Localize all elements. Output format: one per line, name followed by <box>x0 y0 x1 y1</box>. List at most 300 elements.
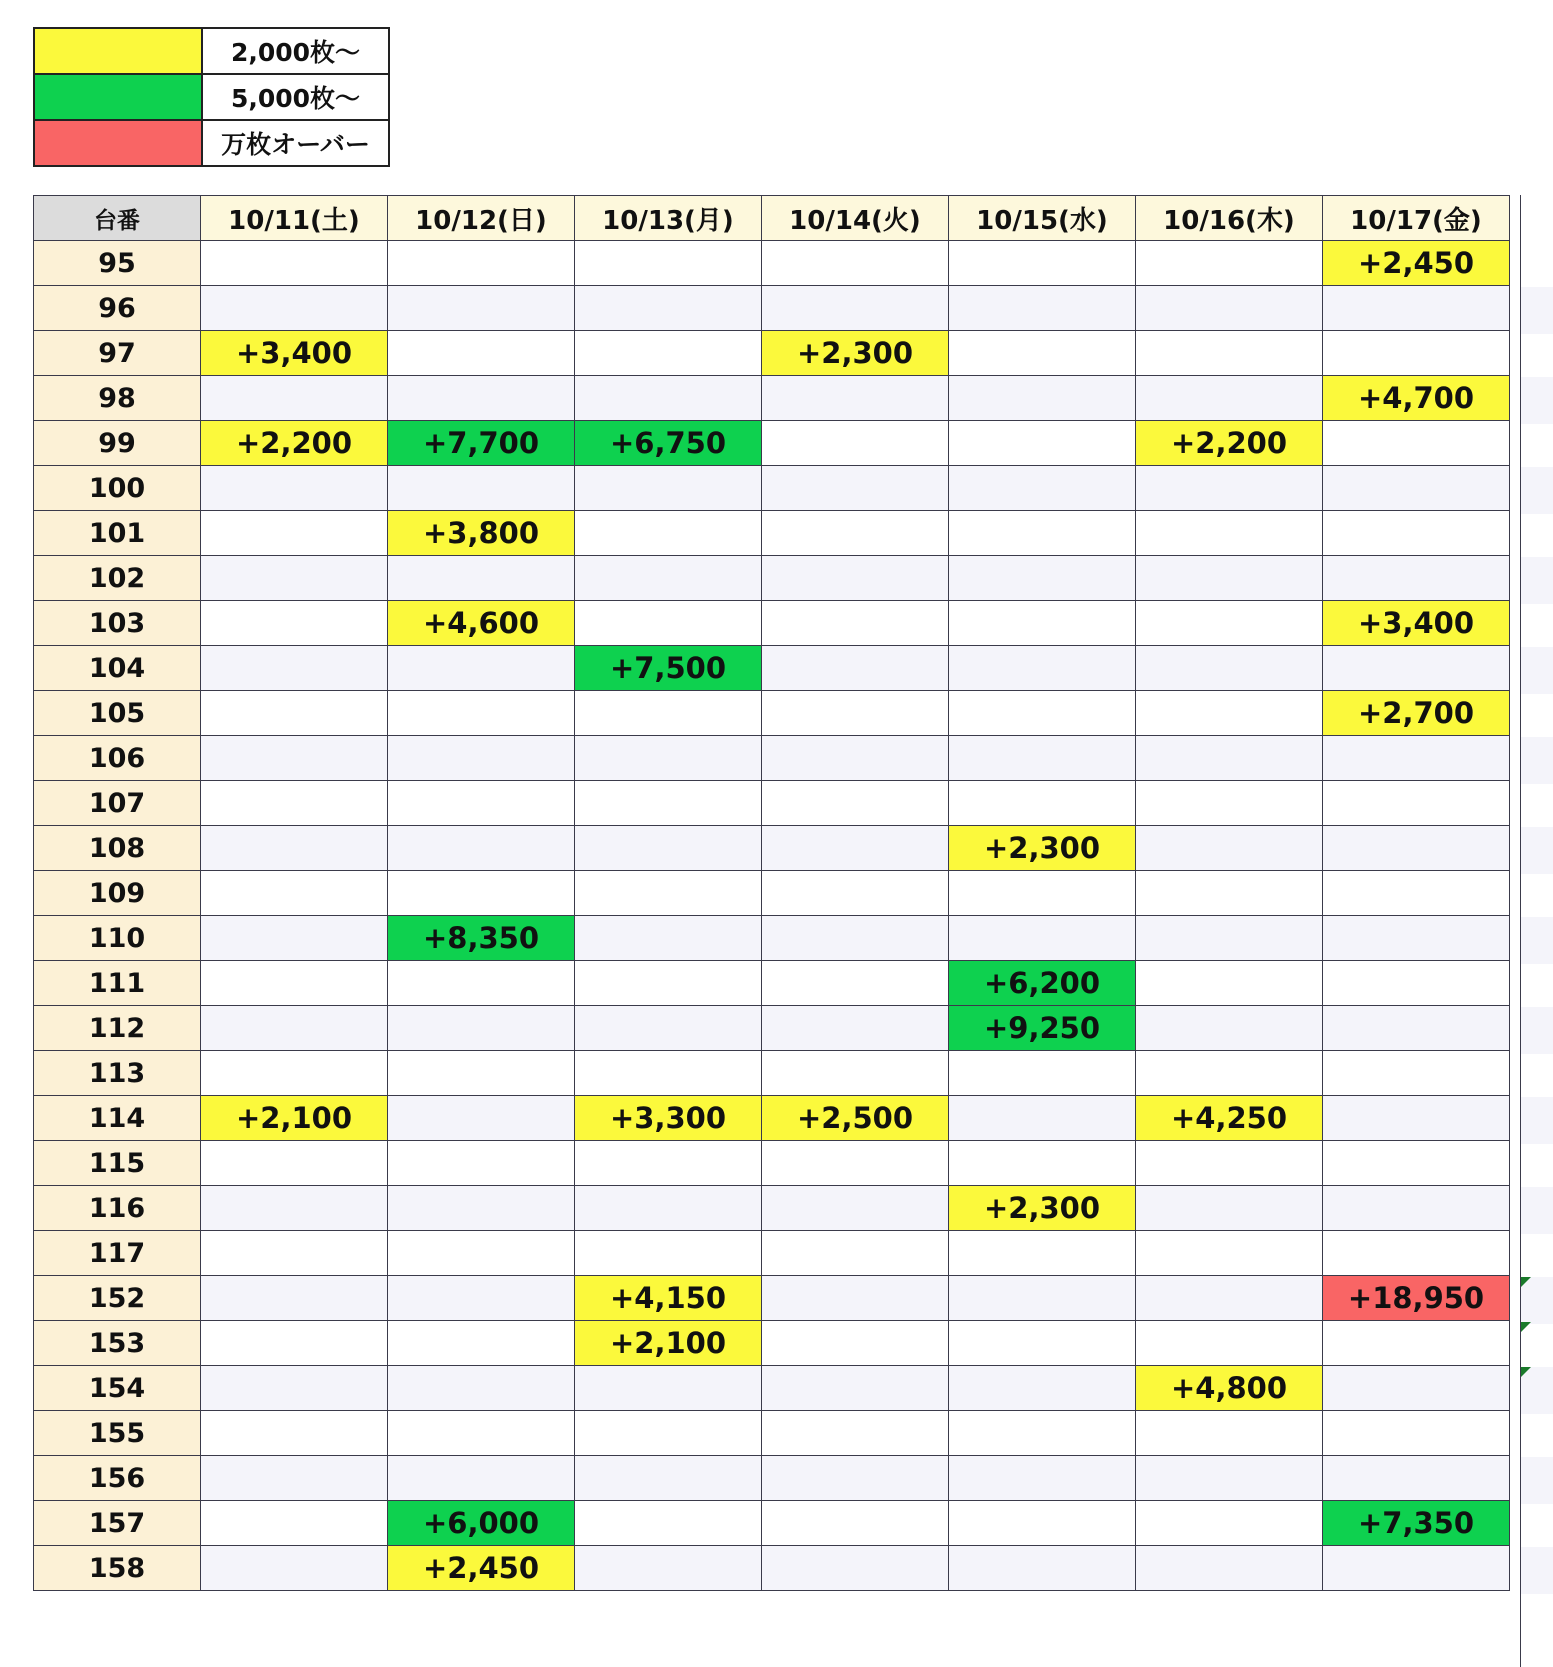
result-cell <box>1323 916 1510 961</box>
strip-row-shade <box>1521 1547 1553 1594</box>
result-cell <box>388 1141 575 1186</box>
header-row <box>34 196 1510 241</box>
result-cell <box>201 646 388 691</box>
machine-number-header: 台番 <box>34 196 201 241</box>
result-cell <box>388 1411 575 1456</box>
result-cell <box>1323 1456 1510 1501</box>
result-cell <box>762 511 949 556</box>
result-cell <box>1136 871 1323 916</box>
legend-label: 5,000枚～ <box>202 74 389 120</box>
machine-number: 108 <box>34 826 201 871</box>
result-cell: +18,950 <box>1323 1276 1510 1321</box>
result-cell <box>388 1186 575 1231</box>
strip-row-shade <box>1521 287 1553 334</box>
result-cell <box>388 286 575 331</box>
comment-indicator-icon <box>1521 1367 1531 1377</box>
table-row <box>34 1231 1510 1276</box>
table-row <box>34 916 1510 961</box>
table-row <box>34 1411 1510 1456</box>
result-cell <box>201 871 388 916</box>
machine-number: 104 <box>34 646 201 691</box>
result-cell <box>201 961 388 1006</box>
result-cell <box>1136 1546 1323 1591</box>
result-cell: +2,700 <box>1323 691 1510 736</box>
result-cell <box>1136 286 1323 331</box>
result-cell <box>1136 691 1323 736</box>
result-cell <box>575 556 762 601</box>
result-cell <box>575 1141 762 1186</box>
date-column-header: 10/12(日) <box>388 196 575 241</box>
result-cell <box>1323 781 1510 826</box>
result-cell: +4,700 <box>1323 376 1510 421</box>
result-cell <box>1136 376 1323 421</box>
table-row <box>34 826 1510 871</box>
result-cell <box>949 1501 1136 1546</box>
result-cell <box>1136 511 1323 556</box>
result-cell: +7,500 <box>575 646 762 691</box>
machine-number: 155 <box>34 1411 201 1456</box>
machine-number: 100 <box>34 466 201 511</box>
result-cell <box>762 1366 949 1411</box>
result-cell <box>575 511 762 556</box>
result-cell <box>575 331 762 376</box>
machine-number: 114 <box>34 1096 201 1141</box>
result-cell <box>1136 781 1323 826</box>
result-cell <box>1136 916 1323 961</box>
legend-swatch <box>34 74 202 120</box>
result-cell: +9,250 <box>949 1006 1136 1051</box>
date-column-header: 10/16(木) <box>1136 196 1323 241</box>
result-cell <box>575 1006 762 1051</box>
result-cell <box>949 1276 1136 1321</box>
result-cell <box>388 331 575 376</box>
result-cell <box>388 376 575 421</box>
result-cell <box>201 1141 388 1186</box>
result-cell <box>388 466 575 511</box>
machine-number: 105 <box>34 691 201 736</box>
result-cell: +2,450 <box>388 1546 575 1591</box>
result-cell: +2,300 <box>762 331 949 376</box>
legend-row <box>34 28 389 74</box>
result-cell <box>388 871 575 916</box>
result-cell: +2,450 <box>1323 241 1510 286</box>
result-cell <box>1323 511 1510 556</box>
legend-row <box>34 120 389 166</box>
result-cell: +2,200 <box>1136 421 1323 466</box>
result-cell <box>949 421 1136 466</box>
result-cell <box>762 1186 949 1231</box>
strip-row-shade <box>1521 1187 1553 1234</box>
result-cell <box>201 1366 388 1411</box>
result-cell <box>201 286 388 331</box>
result-cell: +8,350 <box>388 916 575 961</box>
result-cell <box>1323 1096 1510 1141</box>
result-cell <box>388 781 575 826</box>
result-cell <box>949 1546 1136 1591</box>
result-cell <box>1136 1051 1323 1096</box>
result-cell <box>201 601 388 646</box>
result-cell <box>949 511 1136 556</box>
machine-results-table <box>33 195 1510 1591</box>
result-cell <box>1136 1501 1323 1546</box>
result-cell <box>575 1456 762 1501</box>
machine-number: 156 <box>34 1456 201 1501</box>
table-row <box>34 1051 1510 1096</box>
result-cell <box>201 511 388 556</box>
machine-number: 106 <box>34 736 201 781</box>
result-cell <box>762 736 949 781</box>
strip-row-shade <box>1521 917 1553 964</box>
result-cell <box>1136 1006 1323 1051</box>
result-cell <box>762 286 949 331</box>
result-cell: +6,200 <box>949 961 1136 1006</box>
result-cell: +3,300 <box>575 1096 762 1141</box>
machine-number: 107 <box>34 781 201 826</box>
result-cell <box>949 1231 1136 1276</box>
result-cell <box>1136 556 1323 601</box>
strip-row-shade <box>1521 647 1553 694</box>
result-cell <box>949 1411 1136 1456</box>
result-cell <box>575 1546 762 1591</box>
result-cell: +2,200 <box>201 421 388 466</box>
legend-label: 万枚オーバー <box>202 120 389 166</box>
result-cell <box>949 646 1136 691</box>
result-cell <box>949 376 1136 421</box>
result-cell <box>949 1456 1136 1501</box>
result-cell <box>201 1546 388 1591</box>
table-row <box>34 556 1510 601</box>
table-row <box>34 871 1510 916</box>
result-cell <box>1136 1231 1323 1276</box>
result-cell <box>949 781 1136 826</box>
strip-row-shade <box>1521 1457 1553 1504</box>
result-cell <box>575 1366 762 1411</box>
machine-number: 109 <box>34 871 201 916</box>
result-cell <box>575 961 762 1006</box>
result-cell <box>201 1006 388 1051</box>
result-cell <box>201 1456 388 1501</box>
adjacent-column-strip <box>1521 195 1553 1667</box>
result-cell <box>762 961 949 1006</box>
result-cell <box>388 556 575 601</box>
table-row <box>34 781 1510 826</box>
result-cell <box>1136 241 1323 286</box>
result-cell <box>949 916 1136 961</box>
date-column-header: 10/13(月) <box>575 196 762 241</box>
machine-number: 117 <box>34 1231 201 1276</box>
result-cell <box>1136 646 1323 691</box>
result-cell <box>949 601 1136 646</box>
result-cell <box>1323 646 1510 691</box>
result-cell <box>575 1051 762 1096</box>
table-row <box>34 1321 1510 1366</box>
legend-swatch <box>34 28 202 74</box>
result-cell <box>949 691 1136 736</box>
result-cell: +4,250 <box>1136 1096 1323 1141</box>
result-cell <box>1323 421 1510 466</box>
result-cell: +2,300 <box>949 826 1136 871</box>
strip-row-shade <box>1521 467 1553 514</box>
result-cell <box>1323 1546 1510 1591</box>
result-cell <box>949 331 1136 376</box>
result-cell <box>575 781 762 826</box>
table-row <box>34 961 1510 1006</box>
result-cell <box>949 736 1136 781</box>
result-cell <box>762 556 949 601</box>
result-cell: +4,150 <box>575 1276 762 1321</box>
table-row <box>34 1006 1510 1051</box>
result-cell: +3,400 <box>201 331 388 376</box>
result-cell: +2,100 <box>575 1321 762 1366</box>
result-cell <box>1136 1276 1323 1321</box>
result-cell <box>575 241 762 286</box>
table-row <box>34 511 1510 556</box>
result-cell <box>1136 1456 1323 1501</box>
result-cell <box>575 601 762 646</box>
result-cell <box>575 1231 762 1276</box>
result-cell <box>575 466 762 511</box>
result-cell <box>388 1051 575 1096</box>
result-cell <box>388 1366 575 1411</box>
result-cell <box>762 691 949 736</box>
date-column-header: 10/17(金) <box>1323 196 1510 241</box>
result-cell <box>762 1276 949 1321</box>
machine-number: 157 <box>34 1501 201 1546</box>
result-cell <box>1323 556 1510 601</box>
strip-row-shade <box>1521 1007 1553 1054</box>
machine-number: 112 <box>34 1006 201 1051</box>
result-cell <box>1136 466 1323 511</box>
table-row <box>34 466 1510 511</box>
result-cell: +2,500 <box>762 1096 949 1141</box>
result-cell <box>949 241 1136 286</box>
table-row <box>34 601 1510 646</box>
result-cell <box>949 1141 1136 1186</box>
result-cell <box>1323 1006 1510 1051</box>
result-cell <box>1136 1141 1323 1186</box>
machine-number: 99 <box>34 421 201 466</box>
result-cell <box>388 1006 575 1051</box>
result-cell <box>1323 961 1510 1006</box>
result-cell <box>1323 826 1510 871</box>
machine-number: 96 <box>34 286 201 331</box>
result-cell <box>1136 736 1323 781</box>
legend-label: 2,000枚～ <box>202 28 389 74</box>
result-cell <box>1323 871 1510 916</box>
table-row <box>34 286 1510 331</box>
result-cell <box>762 1006 949 1051</box>
result-cell <box>388 1456 575 1501</box>
comment-indicator-icon <box>1521 1322 1531 1332</box>
machine-number: 98 <box>34 376 201 421</box>
result-cell <box>575 1186 762 1231</box>
result-cell <box>575 376 762 421</box>
date-column-header: 10/15(水) <box>949 196 1136 241</box>
result-cell <box>201 1276 388 1321</box>
result-cell <box>1136 1411 1323 1456</box>
result-cell <box>762 871 949 916</box>
result-cell: +6,000 <box>388 1501 575 1546</box>
result-cell <box>575 916 762 961</box>
result-cell <box>201 1231 388 1276</box>
result-cell <box>949 871 1136 916</box>
legend-swatch <box>34 120 202 166</box>
table-row <box>34 691 1510 736</box>
result-cell <box>388 961 575 1006</box>
result-cell <box>949 466 1136 511</box>
result-cell <box>1323 1141 1510 1186</box>
result-cell <box>575 691 762 736</box>
result-cell <box>762 781 949 826</box>
machine-number: 115 <box>34 1141 201 1186</box>
result-cell <box>762 1546 949 1591</box>
result-cell: +4,800 <box>1136 1366 1323 1411</box>
result-cell <box>762 466 949 511</box>
machine-number: 153 <box>34 1321 201 1366</box>
result-cell <box>388 736 575 781</box>
result-cell <box>201 556 388 601</box>
strip-row-shade <box>1521 827 1553 874</box>
result-cell <box>949 556 1136 601</box>
table-row <box>34 1501 1510 1546</box>
result-cell <box>949 1366 1136 1411</box>
result-cell <box>201 466 388 511</box>
result-cell <box>1323 1411 1510 1456</box>
result-cell <box>388 1096 575 1141</box>
result-cell <box>575 871 762 916</box>
result-cell <box>949 1096 1136 1141</box>
result-cell <box>201 1186 388 1231</box>
machine-number: 116 <box>34 1186 201 1231</box>
result-cell <box>1323 286 1510 331</box>
result-cell <box>201 376 388 421</box>
result-cell <box>762 421 949 466</box>
table-row <box>34 421 1510 466</box>
result-cell <box>762 1231 949 1276</box>
result-cell <box>388 826 575 871</box>
result-cell <box>762 1411 949 1456</box>
result-cell <box>388 1231 575 1276</box>
result-cell <box>762 646 949 691</box>
machine-number: 95 <box>34 241 201 286</box>
result-cell <box>201 736 388 781</box>
result-cell <box>762 826 949 871</box>
machine-number: 101 <box>34 511 201 556</box>
result-cell <box>1136 961 1323 1006</box>
result-cell <box>762 376 949 421</box>
table-row <box>34 1276 1510 1321</box>
result-cell <box>201 1501 388 1546</box>
result-cell <box>201 781 388 826</box>
table-row <box>34 1546 1510 1591</box>
result-cell <box>1323 1231 1510 1276</box>
result-cell <box>201 1411 388 1456</box>
result-cell <box>949 1321 1136 1366</box>
result-cell <box>388 1276 575 1321</box>
table-row <box>34 376 1510 421</box>
result-cell <box>762 1141 949 1186</box>
result-cell <box>762 1456 949 1501</box>
result-cell <box>1136 1186 1323 1231</box>
result-cell <box>762 1321 949 1366</box>
result-cell <box>1323 331 1510 376</box>
legend-row <box>34 74 389 120</box>
machine-number: 152 <box>34 1276 201 1321</box>
result-cell <box>575 736 762 781</box>
result-cell <box>1136 601 1323 646</box>
result-cell <box>762 916 949 961</box>
result-cell <box>762 1051 949 1096</box>
strip-row-shade <box>1521 557 1553 604</box>
machine-number: 97 <box>34 331 201 376</box>
result-cell: +3,400 <box>1323 601 1510 646</box>
result-cell: +3,800 <box>388 511 575 556</box>
result-cell <box>575 826 762 871</box>
result-cell <box>201 241 388 286</box>
result-cell <box>388 1321 575 1366</box>
machine-number: 154 <box>34 1366 201 1411</box>
table-row <box>34 241 1510 286</box>
result-cell <box>575 1501 762 1546</box>
result-cell: +2,300 <box>949 1186 1136 1231</box>
table-row <box>34 1456 1510 1501</box>
result-cell <box>1323 1051 1510 1096</box>
result-cell <box>949 286 1136 331</box>
result-cell: +4,600 <box>388 601 575 646</box>
result-cell <box>201 1321 388 1366</box>
table-row <box>34 1366 1510 1411</box>
result-cell: +7,700 <box>388 421 575 466</box>
strip-row-shade <box>1521 377 1553 424</box>
date-column-header: 10/14(火) <box>762 196 949 241</box>
strip-row-shade <box>1521 1097 1553 1144</box>
result-cell <box>949 1051 1136 1096</box>
result-cell <box>201 916 388 961</box>
machine-number: 113 <box>34 1051 201 1096</box>
result-cell <box>762 601 949 646</box>
result-cell <box>388 241 575 286</box>
machine-number: 110 <box>34 916 201 961</box>
result-cell <box>388 691 575 736</box>
table-row <box>34 331 1510 376</box>
result-cell <box>1136 331 1323 376</box>
strip-row-shade <box>1521 737 1553 784</box>
result-cell <box>388 646 575 691</box>
table-row <box>34 1186 1510 1231</box>
machine-number: 103 <box>34 601 201 646</box>
result-cell <box>201 1051 388 1096</box>
table-row <box>34 736 1510 781</box>
result-cell <box>762 1501 949 1546</box>
table-row <box>34 1096 1510 1141</box>
date-column-header: 10/11(土) <box>201 196 388 241</box>
machine-number: 102 <box>34 556 201 601</box>
table-row <box>34 646 1510 691</box>
result-cell <box>201 691 388 736</box>
result-cell: +7,350 <box>1323 1501 1510 1546</box>
comment-indicator-icon <box>1521 1277 1531 1287</box>
table-row <box>34 1141 1510 1186</box>
result-cell <box>1323 1186 1510 1231</box>
result-cell <box>575 286 762 331</box>
result-cell <box>1136 826 1323 871</box>
legend <box>33 27 390 167</box>
machine-number: 158 <box>34 1546 201 1591</box>
result-cell <box>1323 466 1510 511</box>
result-cell <box>1323 736 1510 781</box>
machine-number: 111 <box>34 961 201 1006</box>
result-cell <box>575 1411 762 1456</box>
